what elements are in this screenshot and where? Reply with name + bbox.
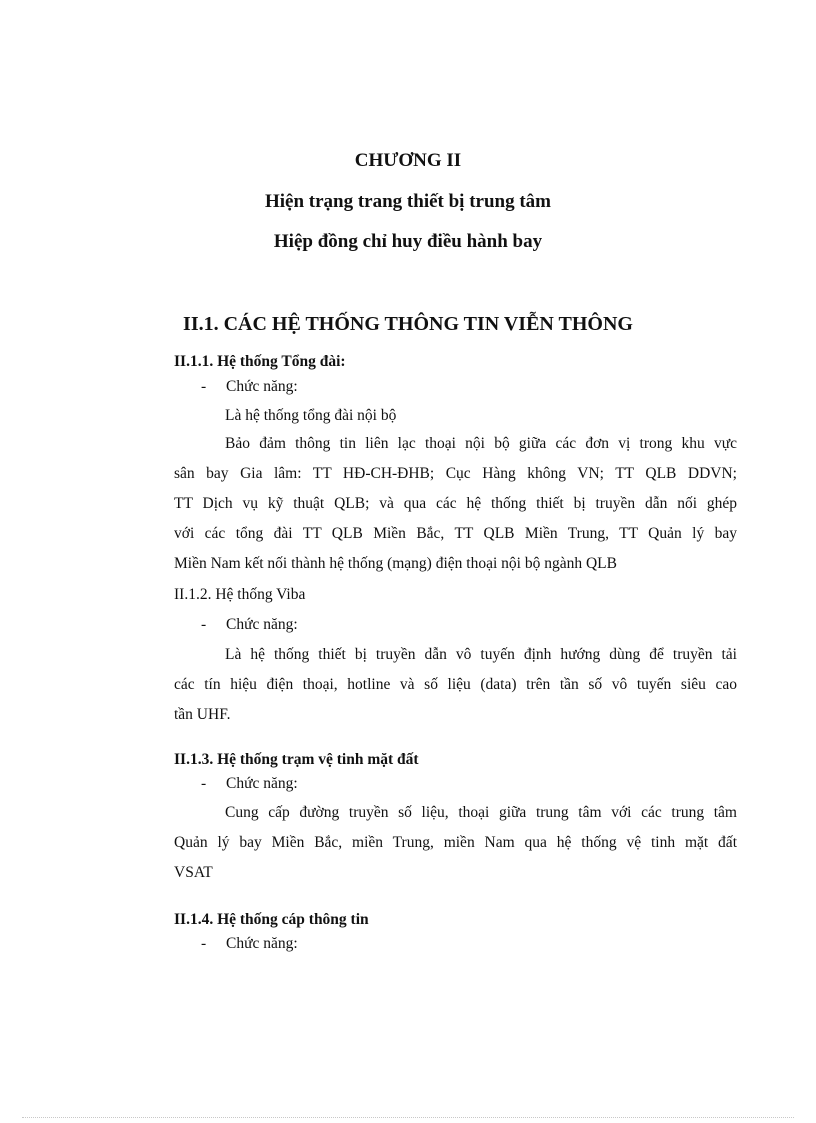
bullet-label: Chức năng: xyxy=(226,616,298,633)
subsection-heading-4: II.1.4. Hệ thống cáp thông tin xyxy=(174,911,369,928)
paragraph-line: Cung cấp đường truyền số liệu, thoại giữa trung tâm với các trung tâm xyxy=(225,804,737,821)
footer-dotted-line xyxy=(22,1117,794,1118)
chapter-title: CHƯƠNG II xyxy=(354,150,462,171)
bullet-dash: - xyxy=(201,616,207,633)
paragraph-line: Là hệ thống thiết bị truyền dẫn vô tuyến định hướng dùng để truyền tải xyxy=(225,646,737,663)
section-title: II.1. CÁC HỆ THỐNG THÔNG TIN VIỄN THÔNG xyxy=(183,313,633,335)
paragraph-line: Miền Nam kết nối thành hệ thống (mạng) điện thoại nội bộ ngành QLB xyxy=(174,555,617,572)
chapter-subtitle-1: Hiện trạng trang thiết bị trung tâm xyxy=(264,191,552,212)
paragraph-line: TT Dịch vụ kỹ thuật QLB; và qua các hệ thống thiết bị truyền dẫn nối ghép xyxy=(174,495,737,512)
paragraph-line: tần UHF. xyxy=(174,706,231,723)
paragraph-line: sân bay Gia lâm: TT HĐ-CH-ĐHB; Cục Hàng không VN; TT QLB DDVN; xyxy=(174,465,737,482)
paragraph-line: Là hệ thống tổng đài nội bộ xyxy=(225,407,397,424)
bullet-item-4 xyxy=(201,934,298,954)
paragraph-line: Bảo đảm thông tin liên lạc thoại nội bộ giữa các đơn vị trong khu vực xyxy=(225,435,737,452)
bullet-item-3 xyxy=(201,774,298,794)
chapter-subtitle-2: Hiệp đồng chỉ huy điều hành bay xyxy=(273,231,543,252)
bullet-label: Chức năng: xyxy=(226,775,298,792)
bullet-dash: - xyxy=(201,775,207,792)
bullet-dash: - xyxy=(201,935,207,952)
bullet-item-1 xyxy=(201,377,298,397)
paragraph-line: các tín hiệu điện thoại, hotline và số liệu (data) trên tần số vô tuyến siêu cao xyxy=(174,676,737,693)
bullet-label: Chức năng: xyxy=(226,378,298,395)
subsection-heading-2: II.1.2. Hệ thống Viba xyxy=(174,586,306,603)
paragraph-line: VSAT xyxy=(174,864,213,881)
subsection-heading-3: II.1.3. Hệ thống trạm vệ tinh mặt đất xyxy=(174,751,419,768)
bullet-item-2 xyxy=(201,615,298,635)
paragraph-line: với các tổng đài TT QLB Miền Bắc, TT QLB Miền Trung, TT Quản lý bay xyxy=(174,525,737,542)
paragraph-line: Quản lý bay Miền Bắc, miền Trung, miền Nam qua hệ thống vệ tinh mặt đất xyxy=(174,834,737,851)
bullet-dash: - xyxy=(201,378,207,395)
bullet-label: Chức năng: xyxy=(226,935,298,952)
subsection-heading-1: II.1.1. Hệ thống Tổng đài: xyxy=(174,353,346,370)
